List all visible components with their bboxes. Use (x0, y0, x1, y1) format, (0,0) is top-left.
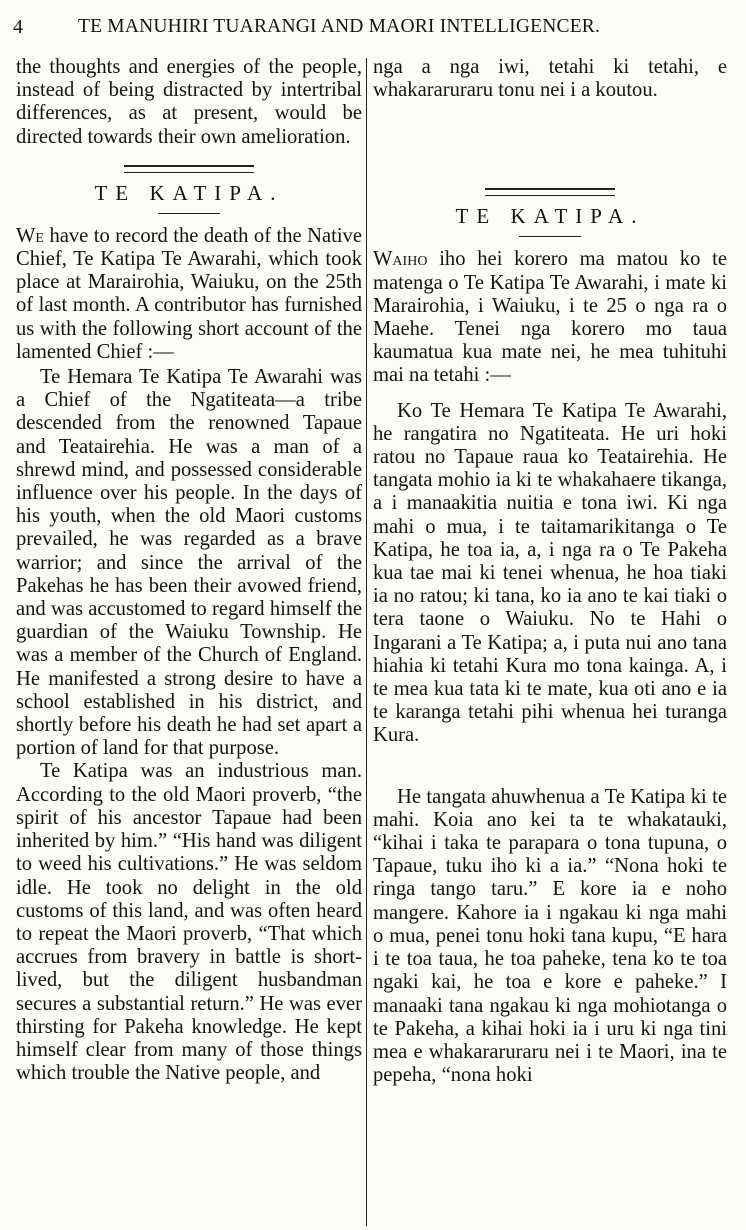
intro-first-word: We (16, 224, 44, 247)
section-title: TE KATIPA. (94, 180, 284, 205)
intro-text: iho hei korero ma matou ko te matenga o Te Katipa Te Awarahi, i mate ki Marairohia, i Waiuku, i te 25 o nga ra o Maehe. Tenei nga korero mo taua kaumatua kua mate nei, he mea tuhituhi mai na tetahi :— (373, 248, 727, 387)
maori-column (373, 56, 727, 1230)
english-column (16, 56, 362, 1230)
intro-paragraph (16, 225, 362, 364)
page-header (0, 0, 746, 56)
intro-paragraph (373, 248, 727, 387)
character-paragraph: Te Katipa was an industrious man. According to the old Maori proverb, “the spirit of his ancestor Tapaue had been inherited by him.” “His hand was diligent to weed his cultivations.” He was seldom idle. He took no delight in the old customs of this land, and was often heard to repeat the Maori proverb, “That which accrues from bravery in battle is short-lived, but the diligent husbandman secures a substantial return.” He was ever thirsting for Pakeha knowledge. He kept himself clear from many of those things which trouble the Native people, and (16, 760, 362, 1085)
running-title: TE MANUHIRI TUARANGI AND MAORI INTELLIGENCER. (78, 16, 601, 37)
page-number: 4 (13, 16, 23, 38)
continuation-paragraph: the thoughts and energies of the people, instead of being distracted by intertribal differences, as at present, would be directed towards their own amelioration. (16, 56, 362, 148)
section-rule-bottom (158, 213, 220, 214)
continuation-paragraph: nga a nga iwi, tetahi ki tetahi, e whakararuraru tonu nei i a koutou. (373, 56, 727, 102)
section-rule-top (124, 165, 254, 173)
intro-text: have to record the death of the Native Chief, Te Katipa Te Awarahi, which took place at Marairohia, Waiuku, on the 25th of last month. A contributor has furnished us with the following short account of the lamented Chief :— (16, 224, 362, 363)
column-divider (366, 58, 367, 1226)
intro-first-word: Waiho (373, 248, 428, 271)
biography-paragraph: Te Hemara Te Katipa Te Awarahi was a Chief of the Ngatiteata—a tribe descended from the renowned Tapaue and Teatairehia. He was a man of a shrewd mind, and possessed considerable influence over his people. In the days of his youth, when the old Maori customs prevailed, he was regarded as a brave warrior; and since the arrival of the Pakehas he has been their avowed friend, and was accustomed to regard himself the guardian of the Waiuku Township. He was a member of the Church of England. He manifested a strong desire to have a school established in his district, and shortly before his death he had set apart a portion of land for that purpose. (16, 366, 362, 760)
section-title: TE KATIPA. (455, 204, 645, 229)
section-rule-bottom (519, 236, 581, 237)
section-rule-top (485, 188, 615, 196)
character-paragraph: He tangata ahuwhenua a Te Katipa ki te mahi. Koia ano kei ta te whakatauki, “kihai i taka te parapara o tona tupuna, o Tapaue, tuku iho ki a ia.” “Nona hoki te ringa tango taru.” E kore ia e noho mangere. Kahore ia i ngakau ki nga mahi o mua, penei tonu hoki tana kupu, “E hara i te toa taua, he toa paheke, tena ko te toa ngaki kai, he toa e kore e paheke.” I manaaki tana ngakau ki nga mohiotanga o te Pakeha, a kihai hoki ia i uru ki nga tini mea e whakararuraru nei i te Maori, ina te pepeha, “nona hoki (373, 785, 727, 1087)
biography-paragraph: Ko Te Hemara Te Katipa Te Awarahi, he rangatira no Ngatiteata. He uri hoki ratou no Tapaue raua ko Teatairehia. He tangata mohio ia ki te whakahaere tikanga, a i manaakitia nuitia e tona iwi. Ki nga mahi o mua, i te taitamarikitanga o Te Katipa, he toa ia, a, i nga ra o Te Pakeha kua tae mai ki tenei whenua, he hoa tiaki ia no ratou; ki tana, ko ia ano te kai tiaki o tera taone o Waiuku. No te Hahi o Ingarani a Te Katipa; a, i puta nui ano tana hiahia ki tetahi Kura mo tona kainga. A, i te mea kua tata ki te mate, kua oti ano e ia te karanga tetahi pihi whenua hei turanga Kura. (373, 399, 727, 747)
